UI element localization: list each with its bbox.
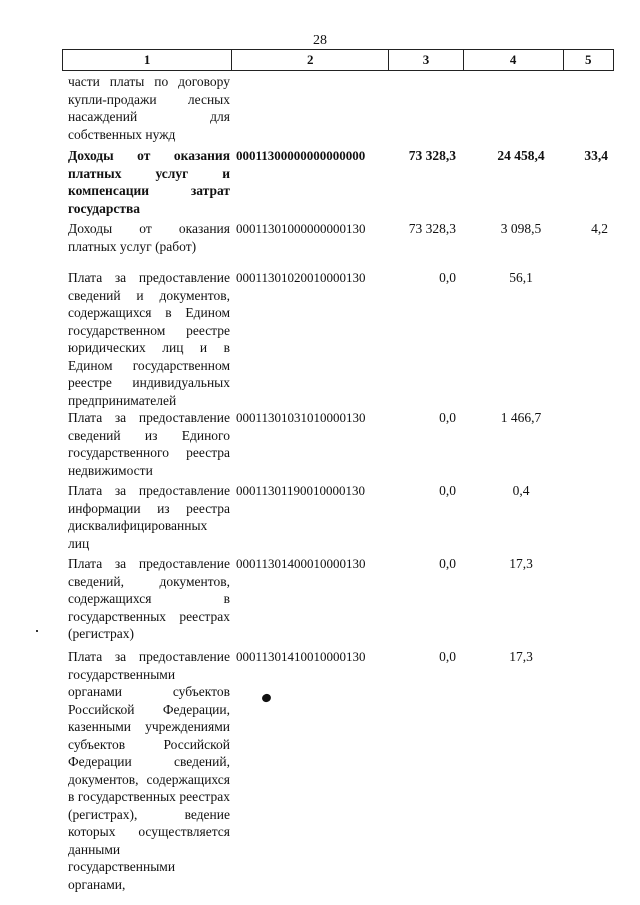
table-row [62, 648, 614, 892]
table-row [62, 409, 614, 478]
row-col3: 73 328,3 [408, 148, 456, 163]
row-code: 00011301400010000130 [236, 556, 366, 571]
row-code: 00011301410010000130 [236, 649, 366, 664]
row-name: Плата за предоставление сведений, документов, содержащихся в государственных реестрах (регистрах) [68, 556, 230, 641]
page-number: 28 [313, 33, 327, 48]
row-col3: 0,0 [439, 270, 456, 285]
margin-mark [36, 630, 38, 632]
row-code: 00011301031010000130 [236, 410, 366, 425]
row-col5: 33,4 [584, 148, 608, 163]
table-row [62, 147, 614, 216]
row-col5 [564, 409, 614, 469]
row-col4: 17,3 [509, 556, 533, 571]
row-col4: 24 458,4 [497, 148, 545, 163]
row-name: Доходы от оказания платных услуг (работ) [68, 221, 230, 254]
header-col-3: 3 [389, 50, 463, 70]
row-col5 [564, 73, 614, 143]
table-row [62, 482, 614, 551]
row-name: Доходы от оказания платных услуг и компенсации затрат государства [68, 148, 230, 216]
row-col3: 73 328,3 [408, 221, 456, 236]
row-col3: 0,0 [439, 483, 456, 498]
header-col-5: 5 [564, 50, 614, 70]
row-col3 [390, 73, 464, 143]
row-code: 00011301190010000130 [236, 483, 366, 498]
table-row [62, 555, 614, 641]
row-code: 00011301020010000130 [236, 270, 366, 285]
row-name: Плата за предоставление сведений из Единого государственного реестра недвижимости [68, 410, 230, 478]
row-col5 [564, 269, 614, 397]
row-col4 [464, 73, 564, 143]
row-col4: 0,4 [512, 483, 530, 498]
row-col4: 17,3 [509, 649, 533, 664]
budget-table [62, 49, 614, 892]
row-code [232, 73, 390, 143]
header-col-2: 2 [232, 50, 389, 70]
row-col3: 0,0 [439, 410, 456, 425]
row-name: части платы по договору купли-продажи лесных насаждений для собственных нужд [68, 74, 230, 142]
row-col5 [564, 555, 614, 635]
row-col5 [564, 648, 614, 868]
row-col3: 0,0 [439, 556, 456, 571]
row-col4: 3 098,5 [500, 221, 542, 236]
row-col3: 0,0 [439, 649, 456, 664]
header-col-1: 1 [62, 50, 232, 70]
table-header [62, 49, 614, 71]
row-name: Плата за предоставление информации из реестра дисквалифицированных лиц [68, 483, 230, 551]
table-row [62, 220, 614, 257]
row-code: 00011300000000000000 [236, 148, 366, 163]
table-row [62, 269, 614, 408]
header-col-4: 4 [464, 50, 564, 70]
row-name: Плата за предоставление сведений и документов, содержащихся в Едином государственном реестре юридических лиц и в Едином государственном реестре индивидуальных предпринимателей [68, 270, 230, 408]
row-col5 [564, 482, 614, 542]
row-col4: 56,1 [509, 270, 533, 285]
table-row [62, 73, 614, 143]
row-name: Плата за предоставление государственными органами субъектов Российской Федерации, казенными учреждениями субъектов Российской Федерации сведений, документов, содержащихся в государственных реестрах (регистрах), ведение которых осуществляется данными государственными органами, [68, 649, 230, 892]
row-col4: 1 466,7 [500, 410, 542, 425]
row-col5: 4,2 [591, 221, 608, 236]
row-code: 00011301000000000130 [236, 221, 366, 236]
